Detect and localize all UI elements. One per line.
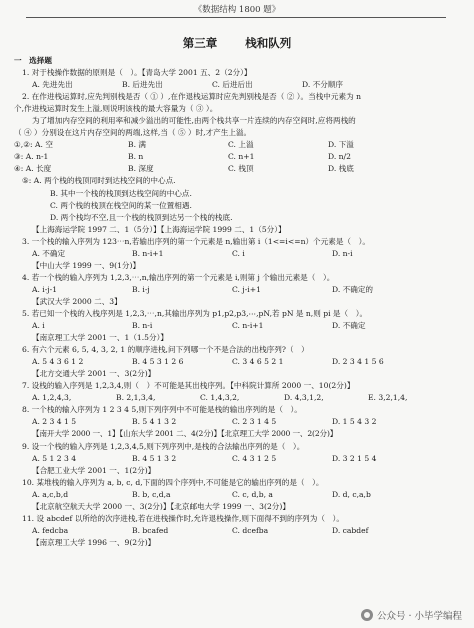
option: D. 3 2 1 5 4 [332, 453, 377, 463]
option: B. n-i+1 [132, 248, 164, 258]
option: A. fedcba [32, 525, 69, 535]
question-5: 5. 若已知一个栈的入栈序列是 1,2,3,⋯,n,其输出序列为 p1,p2,p3,⋯,pN,若 pN 是 n,则 pi 是（ ）。 [22, 308, 368, 318]
option: A. i [32, 321, 45, 331]
option: B. 深度 [128, 164, 154, 174]
option: D. n/2 [328, 152, 351, 162]
option: A. 5 4 3 6 1 2 [32, 357, 84, 367]
option: C. dcefba [232, 525, 269, 535]
question-2-cont: 为了增加内存空间的利用率和减少溢出的可能性,由两个栈共享一片连续的内存空间时,应将两栈的 [32, 116, 356, 126]
question-8: 8. 一个栈的输入序列为 1 2 3 4 5,则下列序列中不可能是栈的输出序列的是（ ）。 [22, 405, 302, 415]
q2-options-3 [14, 163, 460, 175]
question-3: 3. 一个栈的输入序列为 123⋯n,若输出序列的第一个元素是 n,输出第 i（1<=i<=n）个元素是（ ）。 [22, 236, 371, 246]
question-2: 2. 在作进栈运算时,应先判别栈是否（ ① ）,在作退栈运算时应先判别栈是否（ ② ）。当栈中元素为 n [22, 92, 361, 102]
question-2-cont: 个,作进栈运算时发生上溢,则说明该栈的最大容量为（ ③ ）。 [14, 104, 218, 114]
option: D. 1 5 4 3 2 [332, 417, 377, 427]
option: C. 上溢 [228, 140, 254, 150]
option: C. c, d,b, a [232, 489, 273, 499]
option: C. 栈顶 [228, 164, 254, 174]
option: D. 不确定 [332, 321, 366, 331]
q10-source: 【北京航空航天大学 2000 一、3(2分)】【北京邮电大学 1999 一、3(2分)】 [32, 501, 290, 511]
q9-options [14, 453, 460, 465]
option: D. 4,3,1,2, [284, 393, 324, 403]
question-list [14, 55, 460, 549]
question-11: 11. 设 abcdef 以所给的次序进栈,若在进栈操作时,允许退栈操作,则下面得不到的序列为（ ）。 [22, 513, 344, 523]
option: C. 2 3 1 4 5 [232, 417, 277, 427]
question-6: 6. 有六个元素 6, 5, 4, 3, 2, 1 的顺序进栈,问下列哪一个不是合法的出栈序列?（ ） [22, 345, 309, 355]
question-2-cont: （ ④ ）分别设在这片内存空间的两端,这样,当（ ⑤ ）时,才产生上溢。 [14, 128, 252, 138]
q2-option-5a: ⑤: A. 两个栈的栈顶同时到达栈空间的中心点. [22, 176, 176, 186]
watermark [361, 608, 462, 622]
chapter-number: 第三章 [182, 36, 218, 50]
option: A. 1,2,4,3, [32, 393, 72, 403]
question-1: 1. 对于栈操作数据的原则是（ ）。【青岛大学 2001 五、2（2分）】 [22, 68, 252, 78]
q8-source: 【南开大学 2000 一、1】【山东大学 2001 二、4(2分)】【北京理工大学 2000 一、2(2分)】 [32, 429, 338, 439]
option: D. 2 3 4 1 5 6 [332, 357, 384, 367]
option: C. n+1 [228, 152, 255, 162]
question-9: 9. 设一个栈的输入序列是 1,2,3,4,5,则下列序列中,是栈的合法输出序列的是（ ）。 [22, 441, 305, 451]
wechat-account-icon [361, 609, 373, 621]
question-7: 7. 设栈的输入序列是 1,2,3,4,则（ ）不可能是其出栈序列。【中科院计算所 2000 一、10(2分)】 [22, 381, 355, 391]
option: A. 先进先出 [32, 80, 73, 90]
q7-options [14, 392, 460, 404]
chapter-title [0, 35, 474, 51]
q2-options-1 [14, 139, 460, 151]
option: D. 下溢 [328, 140, 354, 150]
q1-options [14, 79, 460, 91]
section-heading: 一 选择题 [14, 56, 52, 65]
option: B. 2,1,3,4, [116, 393, 156, 403]
option: D. n-i [332, 248, 353, 258]
option: E. 3,2,1,4, [368, 393, 408, 403]
q3-source: 【中山大学 1999 一、9(1分)】 [32, 260, 141, 270]
option: D. d, c,a,b [332, 489, 371, 499]
q10-options [14, 489, 460, 501]
option: C. 3 4 6 5 2 1 [232, 357, 284, 367]
q11-options [14, 525, 460, 537]
option: A. i-j-1 [32, 284, 58, 294]
option: C. 4 3 1 2 5 [232, 453, 277, 463]
option: A. 2 3 4 1 5 [32, 417, 77, 427]
page-header: 《数据结构 1800 题》 [193, 5, 281, 15]
q3-options [14, 248, 460, 260]
question-10: 10. 某堆栈的输入序列为 a, b, c, d,下面的四个序列中,不可能是它的输出序列的是（ ）。 [22, 477, 324, 487]
option: A. 不确定 [32, 248, 66, 258]
option: B. n-i [132, 321, 153, 331]
option: C. i [232, 248, 245, 258]
q2-options-2 [14, 151, 460, 163]
q4-options [14, 284, 460, 296]
q6-source: 【北方交通大学 2001 一、3(2分)】 [32, 369, 156, 379]
option: C. n-i+1 [232, 321, 264, 331]
option: B. i-j [132, 284, 150, 294]
option: D. 栈底 [328, 164, 354, 174]
q2-source: 【上海海运学院 1997 二、1（5分）】【上海海运学院 1999 二、1（5分）】 [32, 224, 286, 234]
q2-option-5d: D. 两个栈均不空,且一个栈的栈顶到达另一个栈的栈底. [50, 212, 233, 222]
option: D. cabdef [332, 525, 369, 535]
option: ④: A. 长度 [14, 164, 52, 174]
option: B. 4 5 1 3 2 [132, 453, 177, 463]
question-4: 4. 若一个栈的输入序列为 1,2,3,⋯,n,输出序列的第一个元素是 i,则第 j 个输出元素是（ ）。 [22, 272, 335, 282]
q8-options [14, 416, 460, 428]
option: B. n [128, 152, 144, 162]
option: C. j-i+1 [232, 284, 261, 294]
header-rule [26, 17, 446, 18]
option: C. 1,4,3,2, [200, 393, 240, 403]
q5-source: 【南京理工大学 2001 一、1（1.5分）】 [32, 333, 168, 343]
option: D. 不分顺序 [302, 80, 344, 90]
option: C. 后进后出 [212, 80, 253, 90]
chapter-name: 栈和队列 [245, 36, 292, 50]
watermark-text: 公众号 · 小毕学编程 [376, 611, 462, 622]
q6-options [14, 356, 460, 368]
option: B. 4 5 3 1 2 6 [132, 357, 184, 367]
option: B. 后进先出 [122, 80, 163, 90]
option: D. 不确定的 [332, 284, 374, 294]
option: B. b, c,d,a [132, 489, 171, 499]
q5-options [14, 320, 460, 332]
q2-option-5c: C. 两个栈的栈顶在栈空间的某一位置相遇. [50, 200, 192, 210]
option: A. 5 1 2 3 4 [32, 453, 77, 463]
q2-option-5b: B. 其中一个栈的栈顶到达栈空间的中心点. [50, 188, 192, 198]
q9-source: 【合肥工业大学 2001 一、1(2分)】 [32, 465, 156, 475]
q4-source: 【武汉大学 2000 二、3】 [32, 296, 122, 306]
q11-source: 【南京理工大学 1996 一、9(2分)】 [32, 537, 156, 547]
option: ③: A. n-1 [14, 152, 49, 162]
option: A. a,c,b,d [32, 489, 69, 499]
option: B. 满 [128, 140, 147, 150]
option: B. bcafed [132, 525, 169, 535]
option: B. 5 4 1 3 2 [132, 417, 177, 427]
option: ①,②: A. 空 [14, 140, 53, 150]
